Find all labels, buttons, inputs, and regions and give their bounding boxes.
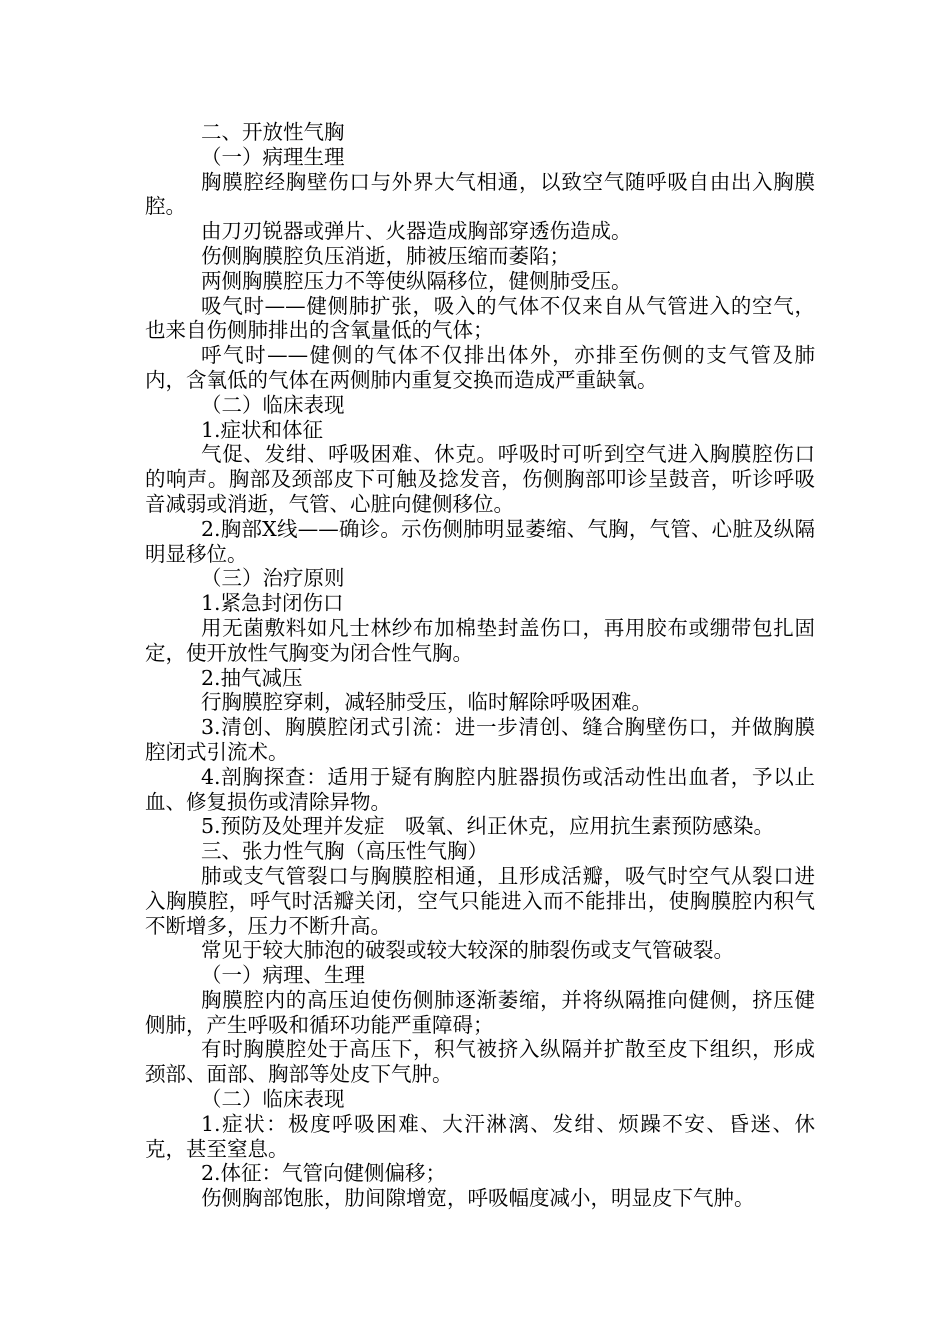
paragraph: 3.清创、胸膜腔闭式引流：进一步清创、缝合胸壁伤口，并做胸膜腔闭式引流术。 [145, 715, 815, 764]
subsection-heading-treatment: （三）治疗原则 [201, 566, 345, 591]
paragraph: 有时胸膜腔处于高压下，积气被挤入纵隔并扩散至皮下组织，形成颈部、面部、胸部等处皮下气肿。 [145, 1037, 815, 1087]
paragraph: 5.预防及处理并发症 吸氧、纠正休克，应用抗生素预防感染。 [201, 814, 775, 839]
list-heading: 1.紧急封闭伤口 [201, 591, 344, 616]
subsection-heading-pathophysiology: （一）病理生理 [201, 144, 345, 169]
paragraph: 呼气时——健侧的气体不仅排出体外，亦排至伤侧的支气管及肺内，含氧低的气体在两侧肺内重复交换而造成严重缺氧。 [145, 343, 815, 392]
section-heading-open-pneumothorax: 二、开放性气胸 [201, 120, 345, 144]
paragraph: 4.剖胸探查：适用于疑有胸腔内脏器损伤或活动性出血者，予以止血、修复损伤或清除异物。 [145, 764, 815, 814]
subsection-heading-clinical: （二）临床表现 [201, 1087, 345, 1112]
paragraph: 胸膜腔经胸壁伤口与外界大气相通，以致空气随呼吸自由出入胸膜腔。 [145, 169, 815, 219]
paragraph: 2.胸部X线——确诊。示伤侧肺明显萎缩、气胸，气管、心脏及纵隔明显移位。 [145, 516, 815, 566]
subsection-heading-clinical: （二）临床表现 [201, 392, 345, 417]
paragraph: 两侧胸膜腔压力不等使纵隔移位，健侧肺受压。 [201, 268, 632, 293]
paragraph: 1.症状：极度呼吸困难、大汗淋漓、发绀、烦躁不安、昏迷、休克，甚至窒息。 [145, 1111, 815, 1161]
section-heading-tension-pneumothorax: 三、张力性气胸（高压性气胸） [201, 839, 488, 864]
paragraph: 行胸膜腔穿刺，减轻肺受压，临时解除呼吸困难。 [201, 690, 652, 715]
paragraph: 伤侧胸膜腔负压消逝，肺被压缩而萎陷； [201, 243, 570, 268]
paragraph: 由刀刃锐器或弹片、火器造成胸部穿透伤造成。 [201, 219, 632, 244]
paragraph: 用无菌敷料如凡士林纱布加棉垫封盖伤口，再用胶布或绷带包扎固定，使开放性气胸变为闭合性气胸。 [145, 615, 815, 665]
paragraph: 吸气时——健侧肺扩张，吸入的气体不仅来自从气管进入的空气，也来自伤侧肺排出的含氧量低的气体； [145, 293, 815, 343]
document-body [145, 120, 815, 1211]
paragraph: 气促、发绀、呼吸困难、休克。呼吸时可听到空气进入胸膜腔伤口的响声。胸部及颈部皮下可触及捻发音，伤侧胸部叩诊呈鼓音，听诊呼吸音减弱或消逝，气管、心脏向健侧移位。 [145, 442, 815, 516]
subsection-heading-pathology: （一）病理、生理 [201, 963, 365, 988]
list-heading: 2.抽气减压 [201, 665, 303, 690]
list-heading: 1.症状和体征 [201, 417, 324, 442]
paragraph: 常见于较大肺泡的破裂或较大较深的肺裂伤或支气管破裂。 [201, 938, 734, 963]
paragraph: 2.体征：气管向健侧偏移； [201, 1161, 447, 1186]
paragraph: 肺或支气管裂口与胸膜腔相通，且形成活瓣，吸气时空气从裂口进入胸膜腔，呼气时活瓣关闭，空气只能进入而不能排出，使胸膜腔内积气不断增多，压力不断升高。 [145, 863, 815, 938]
paragraph: 伤侧胸部饱胀，肋间隙增宽，呼吸幅度减小，明显皮下气肿。 [201, 1186, 755, 1211]
paragraph: 胸膜腔内的高压迫使伤侧肺逐渐萎缩，并将纵隔推向健侧，挤压健侧肺，产生呼吸和循环功能严重障碍； [145, 987, 815, 1037]
